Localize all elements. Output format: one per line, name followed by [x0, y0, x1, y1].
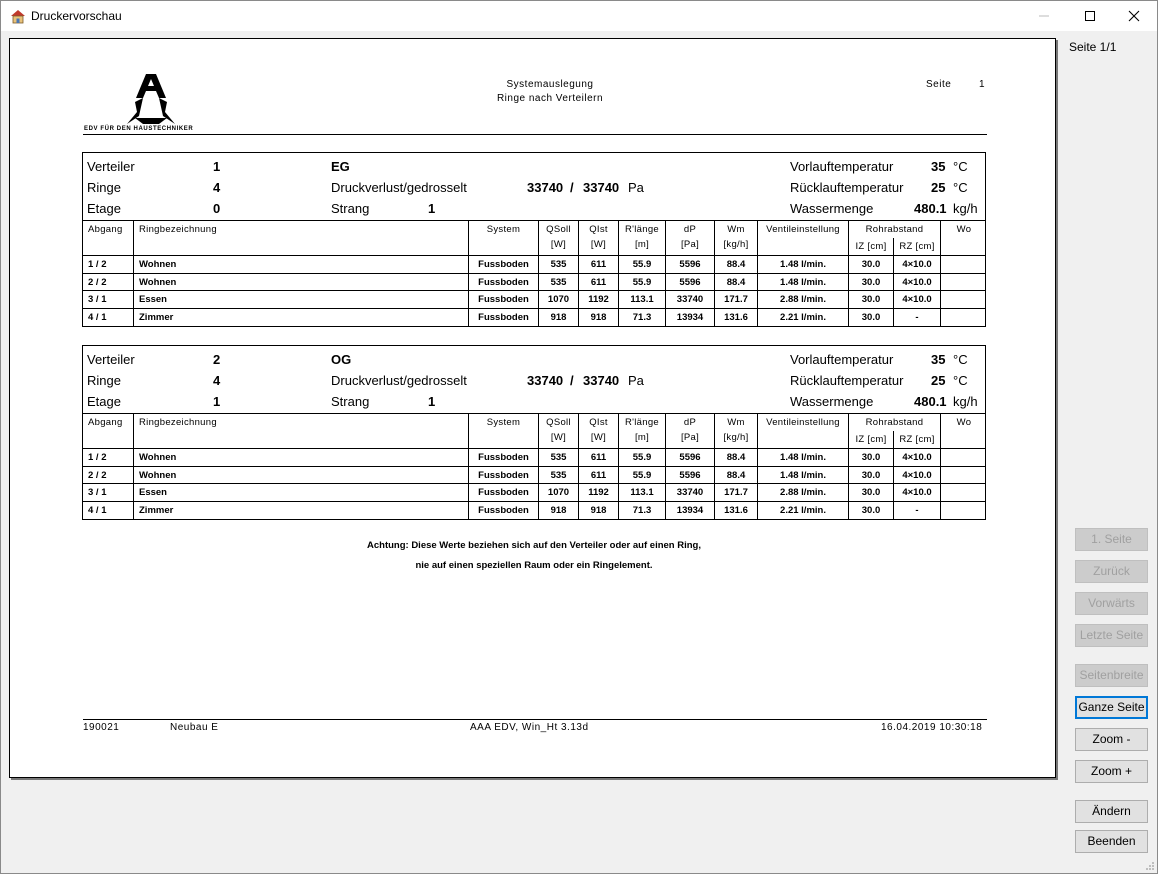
first-page-button[interactable]: 1. Seite	[1075, 528, 1148, 551]
cell-wm: 88.4	[715, 449, 758, 466]
cell-rz: 4×10.0	[894, 467, 941, 484]
druckverlust-value-1: 33740	[527, 180, 564, 195]
cell-wm: 88.4	[715, 467, 758, 484]
cell-qist: 611	[579, 449, 619, 466]
distributor-name: EG	[331, 159, 350, 174]
zoom-out-button[interactable]: Zoom -	[1075, 728, 1148, 751]
col-wo: Wo	[956, 224, 972, 235]
cell-iz: 30.0	[849, 274, 894, 291]
distributor-name: OG	[331, 352, 352, 367]
cell-iz: 30.0	[849, 467, 894, 484]
cell-qsoll: 1070	[539, 291, 579, 308]
cell-system: Fussboden	[469, 256, 539, 273]
cell-ventileinstellung: 1.48 l/min.	[758, 256, 849, 273]
vorlauf-label: Vorlauftemperatur	[790, 352, 894, 367]
cell-ventileinstellung: 1.48 l/min.	[758, 274, 849, 291]
cell-ringbezeichnung: Essen	[134, 291, 469, 308]
druckverlust-unit: Pa	[628, 180, 644, 195]
col-dp-label-unit: [Pa]	[680, 432, 700, 443]
ruecklauf-value: 25	[931, 373, 946, 388]
wassermenge-value: 480.1	[914, 201, 947, 216]
col-rlaenge-label-unit: [m]	[634, 432, 650, 443]
cell-wm: 131.6	[715, 309, 758, 327]
close-button[interactable]	[1111, 1, 1157, 31]
whole-page-button[interactable]: Ganze Seite	[1075, 696, 1148, 719]
cell-qist: 918	[579, 309, 619, 327]
ringe-value: 4	[213, 373, 221, 388]
cell-rz: -	[894, 502, 941, 520]
cell-abgang: 3 / 1	[83, 484, 134, 501]
cell-abgang: 1 / 2	[83, 449, 134, 466]
etage-label: Etage	[87, 201, 121, 216]
cell-qsoll: 535	[539, 467, 579, 484]
cell-wo	[941, 291, 987, 308]
table-row	[83, 309, 985, 327]
col-dp-label: dP	[683, 224, 697, 235]
distributor-block	[82, 152, 986, 327]
cell-wm: 171.7	[715, 484, 758, 501]
ruecklauf-label: Rücklauftemperatur	[790, 180, 904, 195]
title-bar	[1, 1, 1157, 31]
cell-ventileinstellung: 2.21 l/min.	[758, 309, 849, 327]
cell-rlaenge: 71.3	[619, 309, 666, 327]
note-line-1: Achtung: Diese Werte beziehen sich auf den Verteiler oder auf einen Ring,	[367, 540, 701, 551]
druckverlust-slash: /	[570, 180, 574, 195]
col-ringbezeichnung: Ringbezeichnung	[134, 221, 469, 255]
table-row	[83, 256, 985, 274]
footer-software: AAA EDV, Win_Ht 3.13d	[470, 722, 589, 733]
col-rlaenge-label-unit: [m]	[634, 239, 650, 250]
col-wm-label: Wm	[727, 224, 745, 235]
col-rz: RZ [cm]	[894, 431, 941, 449]
table-header	[83, 221, 985, 256]
ruecklauf-value: 25	[931, 180, 946, 195]
cell-qsoll: 535	[539, 256, 579, 273]
cell-qist: 611	[579, 467, 619, 484]
cell-qsoll: 535	[539, 449, 579, 466]
col-ventileinstellung: Ventileinstellung	[758, 221, 849, 255]
etage-value: 0	[213, 201, 221, 216]
verteiler-value: 1	[213, 159, 221, 174]
wassermenge-unit: kg/h	[953, 394, 978, 409]
change-button[interactable]: Ändern	[1075, 800, 1148, 823]
cell-ringbezeichnung: Wohnen	[134, 256, 469, 273]
cell-rlaenge: 113.1	[619, 291, 666, 308]
report-page-number: 1	[979, 79, 986, 90]
col-system: System	[469, 414, 539, 448]
cell-qsoll: 1070	[539, 484, 579, 501]
col-qsoll	[539, 414, 579, 448]
footer-project-name: Neubau E	[170, 722, 219, 733]
cell-qist: 1192	[579, 291, 619, 308]
col-qist-label-unit: [W]	[590, 239, 607, 250]
cell-wm: 88.4	[715, 256, 758, 273]
strang-label: Strang	[331, 201, 370, 216]
cell-wm: 131.6	[715, 502, 758, 520]
company-logo	[83, 72, 233, 134]
cell-ventileinstellung: 2.88 l/min.	[758, 484, 849, 501]
footer-datetime: 16.04.2019 10:30:18	[881, 722, 983, 733]
cell-abgang: 2 / 2	[83, 467, 134, 484]
cell-ringbezeichnung: Zimmer	[134, 309, 469, 327]
col-qist	[579, 221, 619, 255]
cell-dp: 5596	[666, 256, 715, 273]
report-subtitle: Ringe nach Verteilern	[496, 93, 604, 104]
druckverlust-slash: /	[570, 373, 574, 388]
ringe-label: Ringe	[87, 180, 121, 195]
druckverlust-value-2: 33740	[583, 180, 620, 195]
strang-value: 1	[428, 394, 436, 409]
maximize-button[interactable]	[1067, 1, 1113, 31]
previous-page-button[interactable]: Zurück	[1075, 560, 1148, 583]
minimize-button[interactable]	[1021, 1, 1067, 31]
cell-dp: 33740	[666, 291, 715, 308]
cell-qist: 611	[579, 274, 619, 291]
table-header	[83, 414, 985, 449]
page-indicator: Seite 1/1	[1069, 40, 1117, 54]
col-wm	[715, 414, 758, 448]
druckverlust-value-1: 33740	[527, 373, 564, 388]
cell-ringbezeichnung: Wohnen	[134, 449, 469, 466]
cell-qsoll: 918	[539, 502, 579, 520]
close-icon	[1128, 10, 1140, 22]
cell-ventileinstellung: 2.88 l/min.	[758, 291, 849, 308]
etage-label: Etage	[87, 394, 121, 409]
cell-iz: 30.0	[849, 484, 894, 501]
cell-system: Fussboden	[469, 502, 539, 520]
cell-ventileinstellung: 1.48 l/min.	[758, 467, 849, 484]
footer-divider	[83, 719, 987, 720]
col-qist-label-unit: [W]	[590, 432, 607, 443]
cell-system: Fussboden	[469, 291, 539, 308]
minimize-icon	[1038, 10, 1050, 22]
report-page-label: Seite	[926, 79, 952, 90]
vorlauf-value: 35	[931, 352, 946, 367]
col-wo: Wo	[956, 417, 972, 428]
cell-wo	[941, 484, 987, 501]
cell-system: Fussboden	[469, 309, 539, 327]
table-row	[83, 291, 985, 309]
cell-iz: 30.0	[849, 309, 894, 327]
cell-abgang: 4 / 1	[83, 502, 134, 520]
cell-system: Fussboden	[469, 274, 539, 291]
cell-wo	[941, 274, 987, 291]
cell-rlaenge: 55.9	[619, 467, 666, 484]
verteiler-label: Verteiler	[87, 159, 135, 174]
logo-caption: EDV FÜR DEN HAUSTECHNIKER	[84, 126, 194, 132]
zoom-in-button[interactable]: Zoom +	[1075, 760, 1148, 783]
cell-ventileinstellung: 2.21 l/min.	[758, 502, 849, 520]
exit-button[interactable]: Beenden	[1075, 830, 1148, 853]
cell-dp: 33740	[666, 484, 715, 501]
vorlauf-unit: °C	[953, 352, 968, 367]
cell-rz: 4×10.0	[894, 484, 941, 501]
cell-dp: 5596	[666, 467, 715, 484]
cell-rlaenge: 71.3	[619, 502, 666, 520]
cell-wo	[941, 256, 987, 273]
cell-system: Fussboden	[469, 449, 539, 466]
distributor-info	[83, 346, 985, 414]
cell-abgang: 2 / 2	[83, 274, 134, 291]
cell-qsoll: 535	[539, 274, 579, 291]
cell-dp: 5596	[666, 274, 715, 291]
cell-ringbezeichnung: Wohnen	[134, 467, 469, 484]
cell-rlaenge: 55.9	[619, 274, 666, 291]
cell-qist: 611	[579, 256, 619, 273]
cell-dp: 13934	[666, 502, 715, 520]
col-dp-label: dP	[683, 417, 697, 428]
table-row	[83, 274, 985, 292]
ring-table	[83, 414, 985, 519]
col-qist	[579, 414, 619, 448]
cell-rz: -	[894, 309, 941, 327]
col-rz: RZ [cm]	[894, 238, 941, 256]
next-page-button[interactable]: Vorwärts	[1075, 592, 1148, 615]
preview-sidebar	[1064, 31, 1157, 873]
col-qsoll-label-unit: [W]	[550, 432, 567, 443]
wassermenge-label: Wassermenge	[790, 394, 874, 409]
cell-dp: 5596	[666, 449, 715, 466]
cell-qsoll: 918	[539, 309, 579, 327]
ringe-label: Ringe	[87, 373, 121, 388]
table-row	[83, 467, 985, 485]
note-line-2: nie auf einen speziellen Raum oder ein Ringelement.	[415, 560, 653, 571]
druckverlust-value-2: 33740	[583, 373, 620, 388]
col-wm-label: Wm	[727, 417, 745, 428]
col-rohrabstand: Rohrabstand	[849, 221, 941, 238]
ruecklauf-unit: °C	[953, 180, 968, 195]
col-rlaenge-label: R'länge	[624, 417, 660, 428]
col-qist-label: QIst	[589, 417, 608, 428]
cell-rz: 4×10.0	[894, 256, 941, 273]
col-rlaenge	[619, 221, 666, 255]
table-row	[83, 449, 985, 467]
vorlauf-unit: °C	[953, 159, 968, 174]
distributor-block	[82, 345, 986, 520]
resize-grip-icon[interactable]	[1145, 861, 1155, 871]
cell-wo	[941, 309, 987, 327]
col-qsoll-label: QSoll	[546, 224, 571, 235]
maximize-icon	[1084, 10, 1096, 22]
wassermenge-unit: kg/h	[953, 201, 978, 216]
druckverlust-label: Druckverlust/gedrosselt	[331, 180, 467, 195]
cell-ringbezeichnung: Wohnen	[134, 274, 469, 291]
col-wm-label-unit: [kg/h]	[723, 239, 749, 250]
etage-value: 1	[213, 394, 221, 409]
col-qsoll	[539, 221, 579, 255]
col-iz: IZ [cm]	[849, 431, 894, 449]
cell-iz: 30.0	[849, 449, 894, 466]
cell-wm: 171.7	[715, 291, 758, 308]
table-row	[83, 502, 985, 520]
cell-iz: 30.0	[849, 291, 894, 308]
cell-wo	[941, 449, 987, 466]
report-title: Systemauslegung	[506, 79, 594, 90]
col-dp-label-unit: [Pa]	[680, 239, 700, 250]
cell-dp: 13934	[666, 309, 715, 327]
ringe-value: 4	[213, 180, 221, 195]
verteiler-label: Verteiler	[87, 352, 135, 367]
window-title: Druckervorschau	[31, 9, 122, 23]
cell-ventileinstellung: 1.48 l/min.	[758, 449, 849, 466]
wassermenge-label: Wassermenge	[790, 201, 874, 216]
cell-ringbezeichnung: Essen	[134, 484, 469, 501]
footer-project-number: 190021	[83, 722, 120, 733]
col-qsoll-label: QSoll	[546, 417, 571, 428]
cell-wo	[941, 467, 987, 484]
col-qist-label: QIst	[589, 224, 608, 235]
distributor-info	[83, 153, 985, 221]
page-width-button[interactable]: Seitenbreite	[1075, 664, 1148, 687]
col-iz: IZ [cm]	[849, 238, 894, 256]
vorlauf-label: Vorlauftemperatur	[790, 159, 894, 174]
col-abgang: Abgang	[83, 414, 134, 448]
house-app-icon	[10, 8, 26, 24]
report-page	[9, 38, 1056, 778]
wassermenge-value: 480.1	[914, 394, 947, 409]
ruecklauf-label: Rücklauftemperatur	[790, 373, 904, 388]
cell-qist: 918	[579, 502, 619, 520]
col-dp	[666, 414, 715, 448]
druckverlust-label: Druckverlust/gedrosselt	[331, 373, 467, 388]
strang-label: Strang	[331, 394, 370, 409]
cell-rz: 4×10.0	[894, 274, 941, 291]
col-dp	[666, 221, 715, 255]
col-rlaenge-label: R'länge	[624, 224, 660, 235]
vorlauf-value: 35	[931, 159, 946, 174]
header-divider	[83, 134, 987, 135]
verteiler-value: 2	[213, 352, 221, 367]
table-row	[83, 484, 985, 502]
cell-rlaenge: 113.1	[619, 484, 666, 501]
col-rohrabstand: Rohrabstand	[849, 414, 941, 431]
col-ventileinstellung: Ventileinstellung	[758, 414, 849, 448]
cell-rlaenge: 55.9	[619, 449, 666, 466]
cell-abgang: 4 / 1	[83, 309, 134, 327]
cell-qist: 1192	[579, 484, 619, 501]
ruecklauf-unit: °C	[953, 373, 968, 388]
cell-rz: 4×10.0	[894, 449, 941, 466]
col-abgang: Abgang	[83, 221, 134, 255]
cell-iz: 30.0	[849, 256, 894, 273]
strang-value: 1	[428, 201, 436, 216]
cell-iz: 30.0	[849, 502, 894, 520]
cell-abgang: 1 / 2	[83, 256, 134, 273]
cell-wo	[941, 502, 987, 520]
col-qsoll-label-unit: [W]	[550, 239, 567, 250]
cell-system: Fussboden	[469, 484, 539, 501]
druckverlust-unit: Pa	[628, 373, 644, 388]
cell-wm: 88.4	[715, 274, 758, 291]
col-wm	[715, 221, 758, 255]
preview-area[interactable]	[1, 31, 1064, 873]
cell-system: Fussboden	[469, 467, 539, 484]
col-ringbezeichnung: Ringbezeichnung	[134, 414, 469, 448]
col-system: System	[469, 221, 539, 255]
col-rlaenge	[619, 414, 666, 448]
cell-rz: 4×10.0	[894, 291, 941, 308]
cell-rlaenge: 55.9	[619, 256, 666, 273]
ring-table	[83, 221, 985, 326]
cell-ringbezeichnung: Zimmer	[134, 502, 469, 520]
cell-abgang: 3 / 1	[83, 291, 134, 308]
col-wm-label-unit: [kg/h]	[723, 432, 749, 443]
last-page-button[interactable]: Letzte Seite	[1075, 624, 1148, 647]
